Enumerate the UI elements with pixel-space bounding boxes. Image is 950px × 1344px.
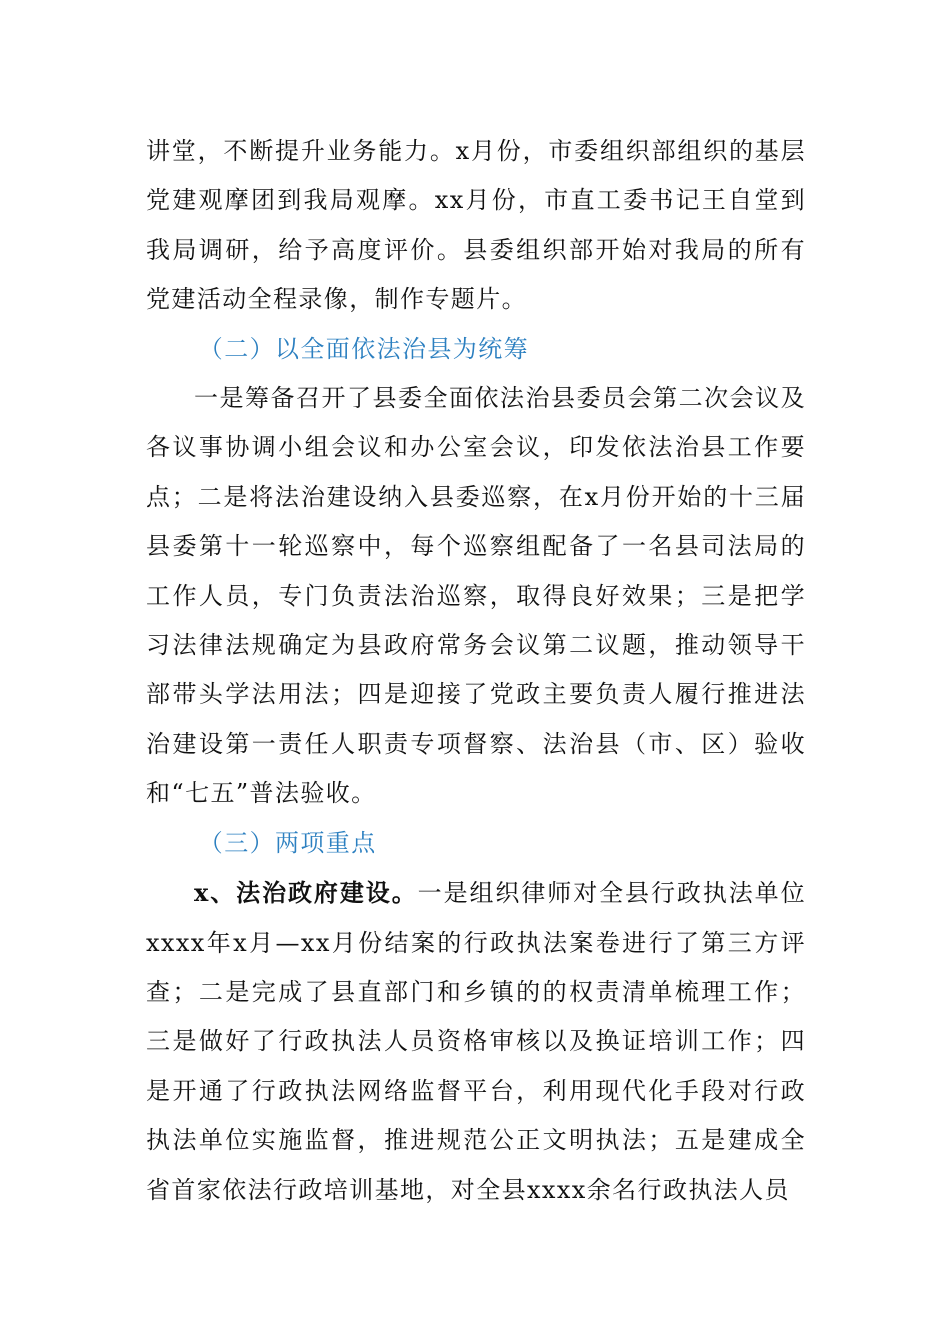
document-body <box>146 127 806 1215</box>
paragraph-party-building: 讲堂，不断提升业务能力。x月份，市委组织部组织的基层党建观摩团到我局观摩。xx月份，市直工委书记王自堂到我局调研，给予高度评价。县委组织部开始对我局的所有党建活动全程录像，制作专题片。 <box>146 137 806 314</box>
section-heading-rule-of-law: （二）以全面依法治县为统筹 <box>198 334 529 363</box>
paragraph-lead-title: x、法治政府建设。 <box>194 878 418 908</box>
section-heading-two-priorities: （三）两项重点 <box>198 828 377 857</box>
paragraph-rule-of-law: 一是筹备召开了县委全面依法治县委员会第二次会议及各议事协调小组会议和办公室会议，印发依法治县工作要点；二是将法治建设纳入县委巡察，在x月份开始的十三届县委第十一轮巡察中，每个巡察组配备了一名县司法局的工作人员，专门负责法治巡察，取得良好效果；三是把学习法律法规确定为县政府常务会议第二议题，推动领导干部带头学法用法；四是迎接了党政主要负责人履行推进法治建设第一责任人职责专项督察、法治县（市、区）验收和“七五”普法验收。 <box>146 384 806 808</box>
paragraph-law-based-government-text: 一是组织律师对全县行政执法单位xxxx年x月—xx月份结案的行政执法案卷进行了第三方评查；二是完成了县直部门和乡镇的的权责清单梳理工作；三是做好了行政执法人员资格审核以及换证培训工作；四是开通了行政执法网络监督平台，利用现代化手段对行政执法单位实施监督，推进规范公正文明执法；五是建成全省首家依法行政培训基地，对全县xxxx余名行政执法人员 <box>146 879 806 1204</box>
paragraph-law-based-government <box>146 868 806 1215</box>
